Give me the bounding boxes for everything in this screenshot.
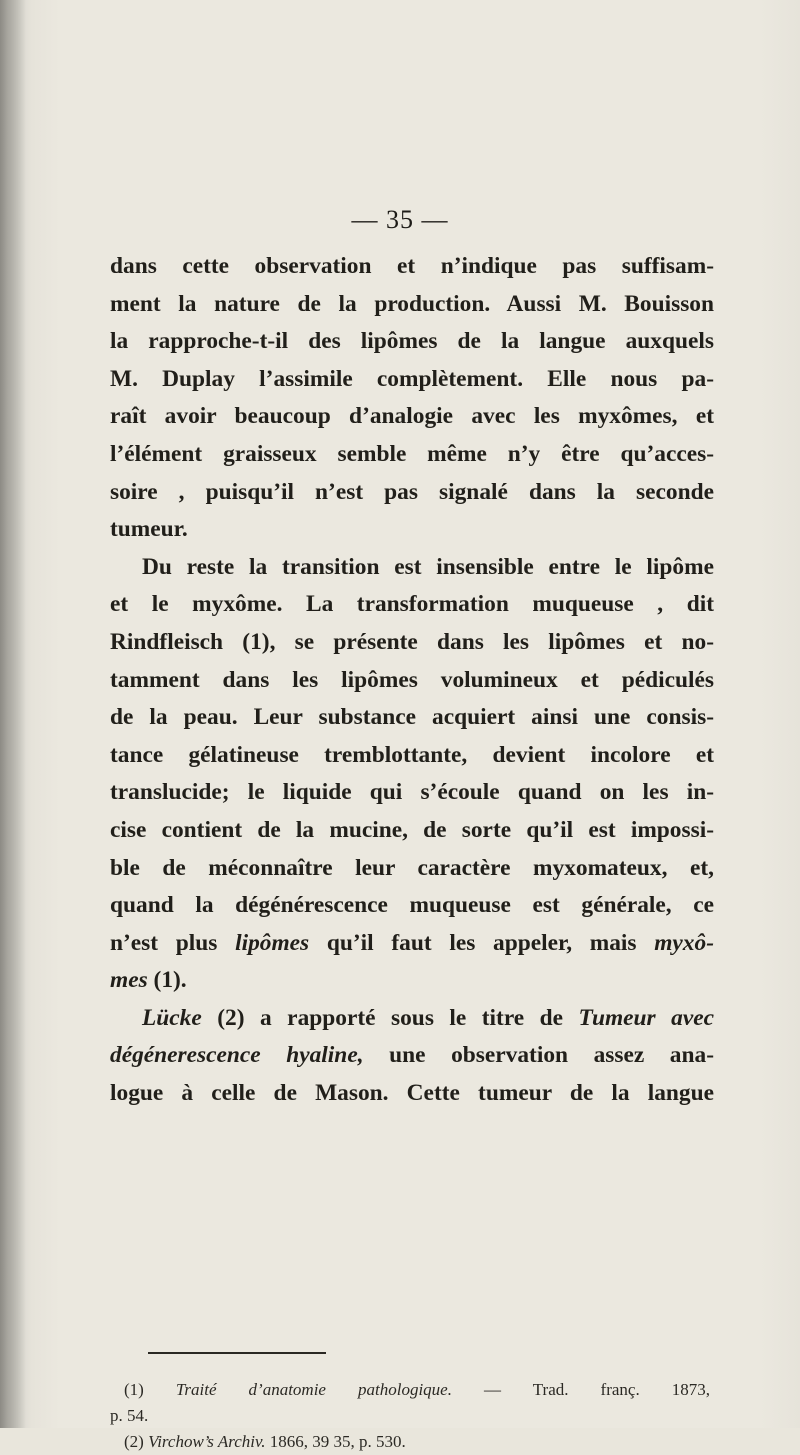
text-run: qu’il faut les appeler, mais — [309, 929, 655, 956]
page-number: — 35 — — [351, 205, 449, 234]
italic-title: dégénerescence hyaline, — [110, 1042, 364, 1069]
text-line — [110, 1000, 714, 1038]
italic-term: myxô- — [654, 929, 714, 956]
footnote-1-continued: p. 54. — [110, 1406, 149, 1425]
text-line: l’élément graisseux semble même n’y être qu’acces- — [110, 440, 714, 467]
text-line — [110, 925, 714, 963]
text-line: et le myxôme. La transformation muqueuse , dit — [110, 591, 714, 618]
text-line: translucide; le liquide qui s’écoule quand on les in- — [110, 779, 714, 806]
text-line: soire , puisqu’il n’est pas signalé dans la seconde — [110, 478, 714, 505]
text-line: logue à celle de Mason. Cette tumeur de la langue — [110, 1080, 714, 1107]
italic-term: mes — [110, 967, 148, 994]
body-text — [110, 248, 714, 1113]
footnote-text: — Trad. franç. 1873, — [451, 1380, 710, 1399]
footnote-ref: (1). — [147, 967, 187, 994]
italic-term: lipômes — [235, 929, 310, 956]
text-run: une observation assez ana- — [363, 1042, 714, 1069]
text-line: cise contient de la mucine, de sorte qu’il est impossi- — [110, 816, 714, 843]
text-line: ble de méconnaître leur caractère myxomateux, et, — [110, 854, 714, 881]
text-run: n’est plus — [110, 929, 236, 956]
text-line: raît avoir beaucoup d’analogie avec les myxômes, et — [110, 403, 714, 430]
text-line: ment la nature de la production. Aussi M. Bouisson — [110, 290, 714, 317]
text-line: Rindfleisch (1), se présente dans les lipômes et no- — [110, 628, 714, 655]
text-line: la rapproche-t-il des lipômes de la langue auxquels — [110, 328, 714, 355]
footnote-2 — [110, 1429, 710, 1455]
footnote-rule — [148, 1352, 326, 1354]
text-run: (2) a rapporté sous le titre de — [201, 1004, 579, 1031]
text-line: dans cette observation et n’indique pas suffisam- — [110, 253, 714, 279]
footnote-1 — [110, 1377, 710, 1403]
footnote-number: (1) — [124, 1380, 176, 1399]
text-line — [110, 1037, 714, 1075]
footnotes — [110, 1377, 710, 1455]
footnote-number: (2) — [124, 1432, 149, 1451]
text-line: tance gélatineuse tremblottante, devient incolore et — [110, 741, 714, 768]
italic-author: Lücke — [142, 1004, 202, 1031]
footnote-title: Traité d’anatomie pathologique. — [175, 1380, 452, 1399]
text-line: M. Duplay l’assimile complètement. Elle nous pa- — [110, 365, 714, 392]
text-line: tumeur. — [110, 516, 188, 543]
text-line — [110, 962, 714, 1000]
text-line: tamment dans les lipômes volumineux et pédiculés — [110, 666, 714, 693]
text-line: Du reste la transition est insensible entre le lipôme — [142, 553, 714, 580]
footnote-title: Virchow’s Archiv. — [148, 1432, 266, 1451]
text-line: quand la dégénérescence muqueuse est générale, ce — [110, 892, 714, 919]
text-line: de la peau. Leur substance acquiert ainsi une consis- — [110, 704, 714, 731]
italic-title: Tumeur avec — [578, 1004, 714, 1031]
footnote-text: 1866, 39 35, p. 530. — [265, 1432, 406, 1451]
